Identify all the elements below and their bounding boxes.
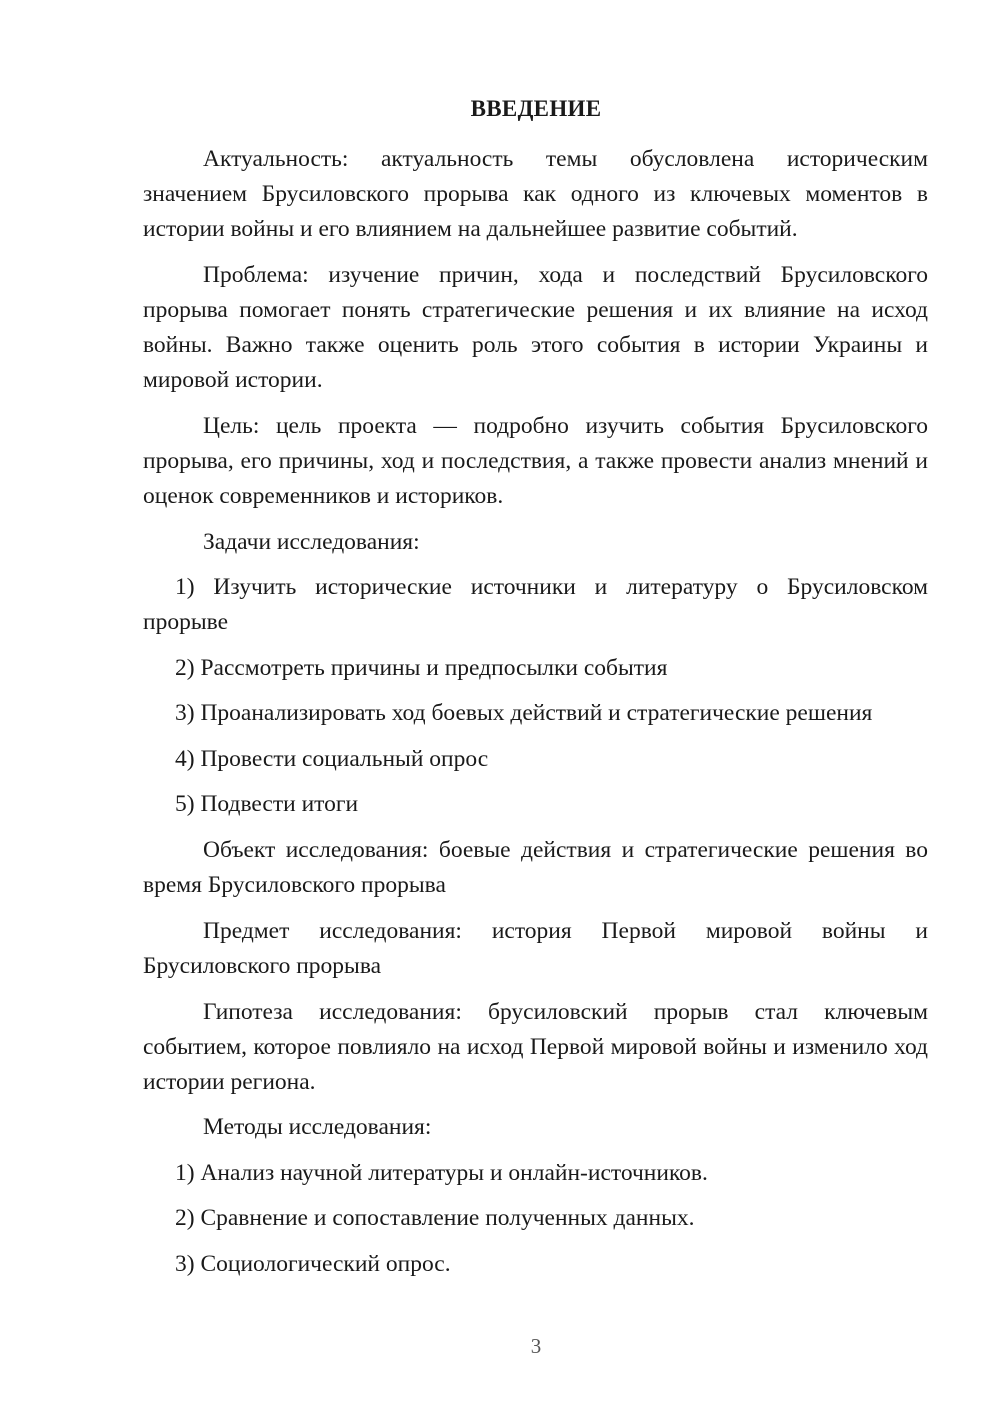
method-item-2: 2) Сравнение и сопоставление полученных данных. [175,1205,695,1231]
methods-heading: Методы исследования: [203,1114,432,1140]
section-title: ВВЕДЕНИЕ [470,96,602,121]
method-item-3: 3) Социологический опрос. [175,1251,451,1277]
task-item-1: 1) Изучить исторические источники и литературу о Брусиловском прорыве [143,574,928,635]
method-item-1: 1) Анализ научной литературы и онлайн-источников. [175,1160,708,1186]
paragraph-object: Объект исследования: боевые действия и стратегические решения во время Брусиловского прорыва [143,837,928,898]
task-item-3: 3) Проанализировать ход боевых действий и стратегические решения [175,700,873,726]
tasks-heading: Задачи исследования: [203,529,420,555]
page-number: 3 [530,1334,542,1358]
task-item-5: 5) Подвести итоги [175,791,359,817]
task-item-2: 2) Рассмотреть причины и предпосылки события [175,655,668,681]
paragraph-problem: Проблема: изучение причин, хода и последствий Брусиловского прорыва помогает понять стратегические решения и их влияние на исход войны. Важно также оценить роль этого события в истории Украины и мировой истории. [143,262,928,393]
paragraph-goal: Цель: цель проекта — подробно изучить события Брусиловского прорыва, его причины, ход и последствия, а также провести анализ мнений и оценок современников и историков. [143,413,928,509]
task-item-4: 4) Провести социальный опрос [175,746,489,772]
paragraph-relevance: Актуальность: актуальность темы обусловлена историческим значением Брусиловского прорыва как одного из ключевых моментов в истории войны и его влиянием на дальнейшее развитие событий. [143,146,928,242]
paragraph-hypothesis: Гипотеза исследования: брусиловский прорыв стал ключевым событием, которое повлияло на исход Первой мировой войны и изменило ход истории региона. [143,999,928,1095]
paragraph-subject: Предмет исследования: история Первой мировой войны и Брусиловского прорыва [143,918,928,979]
